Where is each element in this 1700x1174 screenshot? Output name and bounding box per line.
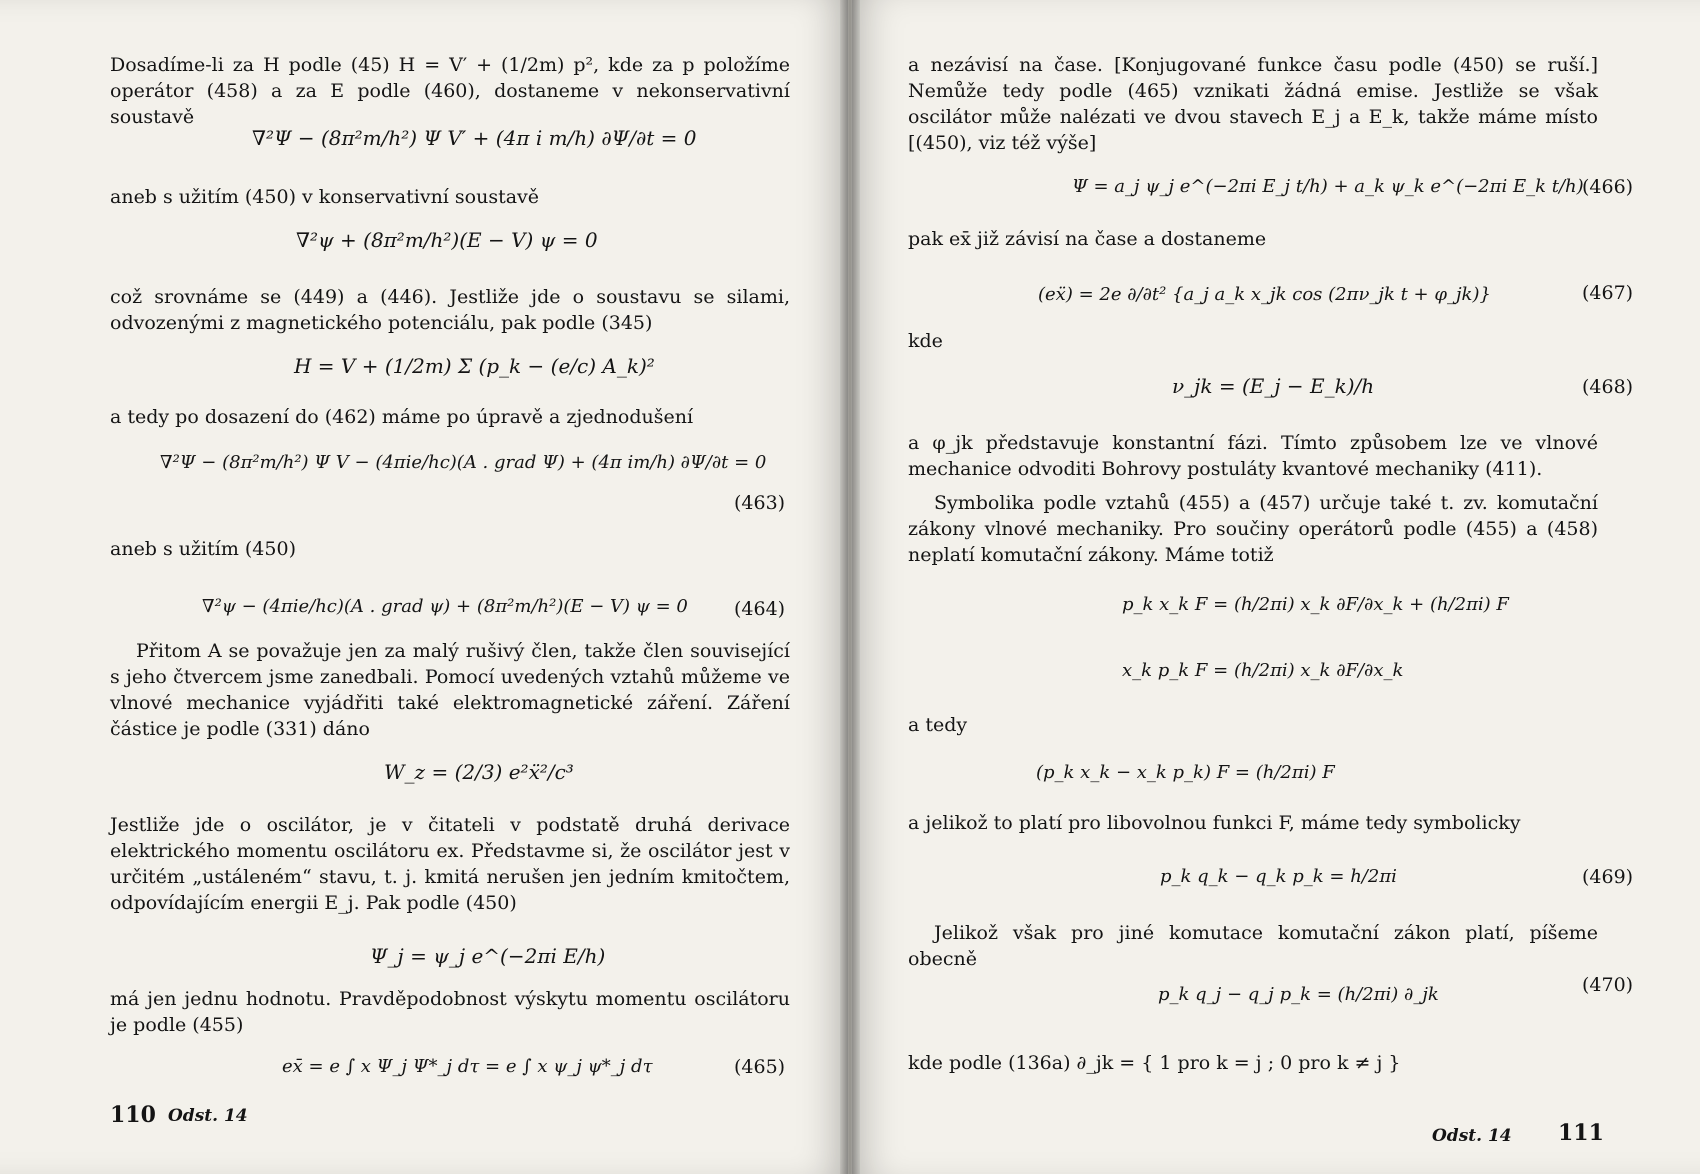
equation: Ψ_j = ψ_j e^(−2πi E/h) <box>370 944 606 968</box>
equation: p_k x_k F = (h/2πi) x_k ∂F/∂x_k + (h/2πi) F <box>1122 594 1509 615</box>
right-page <box>852 0 1700 1174</box>
page-number: 110 <box>110 1102 156 1128</box>
equation-number: (468) <box>1582 376 1634 398</box>
book-gutter <box>840 0 860 1174</box>
equation: ν_jk = (E_j − E_k)/h <box>1172 374 1375 398</box>
paragraph: Symbolika podle vztahů (455) a (457) určuje také t. zv. komutační zákony vlnové mechaniky. Pro součiny operátorů podle (455) a (458) neplatí komutační zákony. Máme totiž <box>908 492 1598 566</box>
paragraph: a φ_jk představuje konstantní fázi. Tímto způsobem lze ve vlnové mechanice odvoditi Bohrovy postuláty kvantové mechaniky (411). <box>908 432 1598 480</box>
equation: ∇²ψ + (8π²m/h²)(E − V) ψ = 0 <box>296 228 598 252</box>
section-label: Odst. 14 <box>168 1106 248 1126</box>
equation-number: (464) <box>734 598 786 620</box>
paragraph: a tedy po dosazení do (462) máme po úpravě a zjednodušení <box>110 406 694 428</box>
equation-number: (469) <box>1582 866 1634 888</box>
paragraph: a nezávisí na čase. [Konjugované funkce času podle (450) se ruší.] Nemůže tedy podle (465) vznikati žádná emise. Jestliže se však oscilátor může nalézati ve dvou stavech E_j a E_k, takže máme místo [(450), viz též výše] <box>908 54 1598 154</box>
paragraph: Přitom A se považuje jen za malý rušivý člen, takže člen související s jeho čtvercem jsme zanedbali. Pomocí uvedených vztahů můžeme ve vlnové mechanice vyjádřiti také elektromagnetické záření. Záření částice je podle (331) dáno <box>110 640 790 740</box>
page-number: 111 <box>1558 1120 1604 1146</box>
equation: (p_k x_k − x_k p_k) F = (h/2πi) F <box>1036 762 1335 783</box>
paragraph: kde <box>908 330 943 352</box>
equation: Ψ = a_j ψ_j e^(−2πi E_j t/h) + a_k ψ_k e^(−2πi E_k t/h) <box>1072 176 1584 197</box>
equation: ∇²ψ − (4πie/hc)(A . grad ψ) + (8π²m/h²)(E − V) ψ = 0 <box>202 596 688 617</box>
equation-number: (470) <box>1582 974 1634 996</box>
left-page <box>0 0 848 1174</box>
paragraph: a jelikož to platí pro libovolnou funkci F, máme tedy symbolicky <box>908 812 1521 834</box>
paragraph: Dosadíme-li za H podle (45) H = V′ + (1/2m) p², kde za p položíme operátor (458) a za E podle (460), dostaneme v nekonservativní soustavě <box>110 54 790 128</box>
equation: H = V + (1/2m) Σ (p_k − (e/c) A_k)² <box>294 354 655 378</box>
paragraph: což srovnáme se (449) a (446). Jestliže jde o soustavu se silami, odvozenými z magnetického potenciálu, pak podle (345) <box>110 286 790 334</box>
equation-number: (465) <box>734 1056 786 1078</box>
paragraph: Jestliže jde o oscilátor, je v čitateli v podstatě druhá derivace elektrického momentu oscilátoru ex. Představme si, že oscilátor jest v určitém „ustáleném“ stavu, t. j. kmitá nerušen jen jedním kmitočtem, odpovídajícím energii E_j. Pak podle (450) <box>110 814 790 914</box>
paragraph: má jen jednu hodnotu. Pravděpodobnost výskytu momentu oscilátoru je podle (455) <box>110 988 790 1036</box>
equation: ∇²Ψ − (8π²m/h²) Ψ V − (4πie/hc)(A . grad Ψ) + (4π im/h) ∂Ψ/∂t = 0 <box>160 452 767 473</box>
equation: W_z = (2/3) e²ẍ²/c³ <box>384 760 574 784</box>
definition-line: kde podle (136a) ∂_jk = { 1 pro k = j ; 0 pro k ≠ j } <box>908 1052 1401 1074</box>
equation-number: (463) <box>734 492 786 514</box>
section-label: Odst. 14 <box>1432 1126 1512 1146</box>
paragraph: Jelikož však pro jiné komutace komutační zákon platí, píšeme obecně <box>908 922 1598 970</box>
equation: ∇²Ψ − (8π²m/h²) Ψ V′ + (4π i m/h) ∂Ψ/∂t = 0 <box>252 126 697 150</box>
paragraph: pak ex̄ již závisí na čase a dostaneme <box>908 228 1267 250</box>
equation: (eẍ) = 2e ∂/∂t² {a_j a_k x_jk cos (2πν_jk t + φ_jk)} <box>1038 284 1491 305</box>
equation-number: (467) <box>1582 282 1634 304</box>
equation: ex̄ = e ∫ x Ψ_j Ψ*_j dτ = e ∫ x ψ_j ψ*_j dτ <box>282 1056 653 1077</box>
paragraph: aneb s užitím (450) <box>110 538 296 560</box>
equation-number: (466) <box>1582 176 1634 198</box>
equation: p_k q_j − q_j p_k = (h/2πi) ∂_jk <box>1158 984 1439 1005</box>
paragraph: a tedy <box>908 714 968 736</box>
paragraph: aneb s užitím (450) v konservativní soustavě <box>110 186 540 208</box>
equation: x_k p_k F = (h/2πi) x_k ∂F/∂x_k <box>1122 660 1404 681</box>
equation: p_k q_k − q_k p_k = h/2πi <box>1160 866 1397 887</box>
